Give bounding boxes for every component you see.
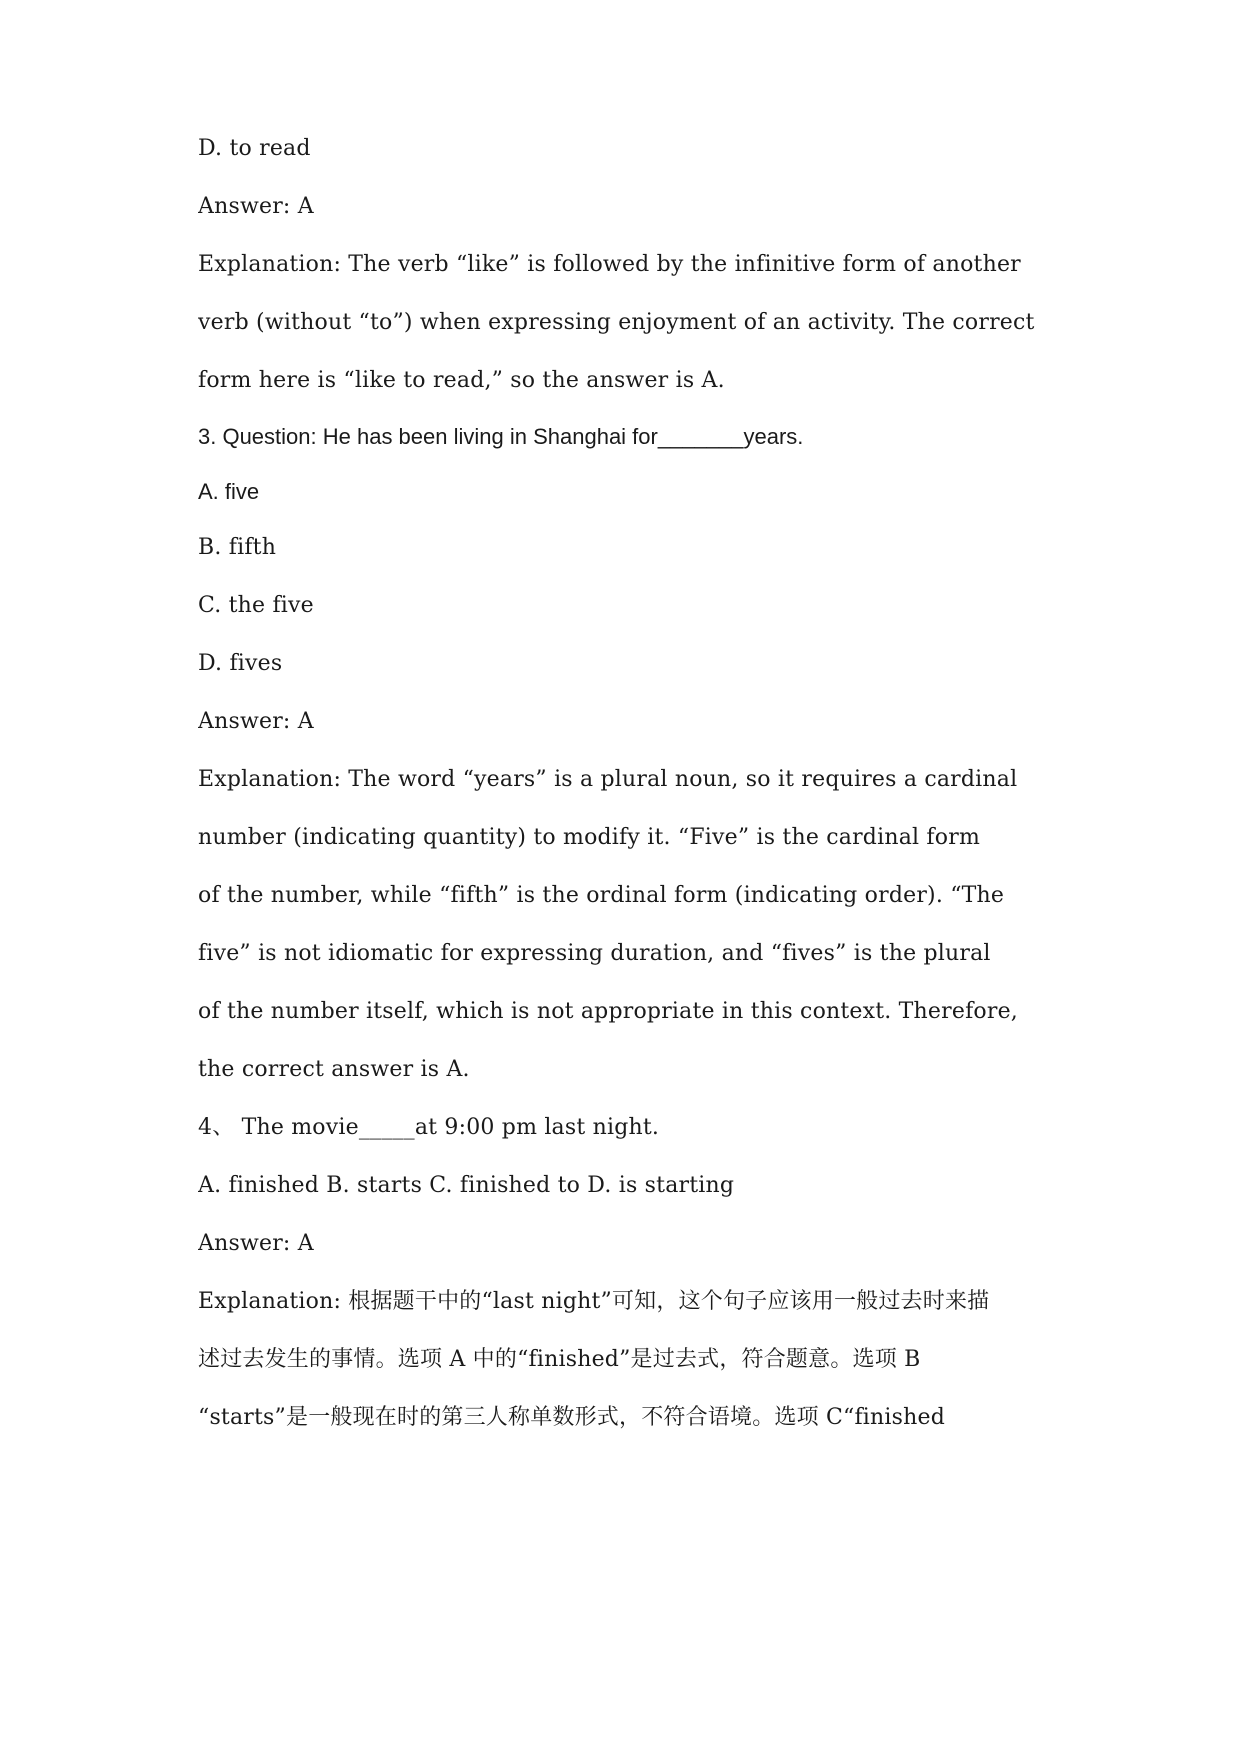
q3-option-d: D. fives	[198, 651, 283, 676]
q3-option-c: C. the five	[198, 593, 314, 618]
q3-explanation-line-4: five” is not idiomatic for expressing duration, and “fives” is the plural	[198, 941, 991, 966]
q2-explanation-line-1: Explanation: The verb “like” is followed by the infinitive form of another	[198, 252, 1021, 277]
q3-question: 3. Question: He has been living in Shanghai for_______years.	[198, 424, 804, 449]
q3-explanation-line-6: the correct answer is A.	[198, 1057, 470, 1082]
q4-question: 4、 The movie_____at 9:00 pm last night.	[198, 1115, 660, 1140]
q4-explanation-line-1: Explanation: 根据题干中的“last night”可知，这个句子应该用一般过去时来描	[198, 1289, 990, 1314]
q3-answer: Answer: A	[198, 709, 314, 734]
q4-options: A. finished B. starts C. finished to D. is starting	[198, 1173, 735, 1198]
q3-explanation-line-1: Explanation: The word “years” is a plural noun, so it requires a cardinal	[198, 767, 1018, 792]
q2-explanation-line-3: form here is “like to read,” so the answer is A.	[198, 368, 725, 393]
q2-explanation-line-2: verb (without “to”) when expressing enjoyment of an activity. The correct	[198, 310, 1035, 335]
q3-option-a: A. five	[198, 479, 260, 504]
q4-answer: Answer: A	[198, 1231, 314, 1256]
q3-explanation-line-5: of the number itself, which is not appropriate in this context. Therefore,	[198, 999, 1018, 1024]
q4-explanation-line-2: 述过去发生的事情。选项 A 中的“finished”是过去式，符合题意。选项 B	[198, 1347, 921, 1372]
q3-option-b: B. fifth	[198, 535, 277, 560]
q3-explanation-line-2: number (indicating quantity) to modify it. “Five” is the cardinal form	[198, 825, 981, 850]
q3-explanation-line-3: of the number, while “fifth” is the ordinal form (indicating order). “The	[198, 883, 1005, 908]
q2-option-d: D. to read	[198, 136, 311, 161]
q2-answer: Answer: A	[198, 194, 314, 219]
q4-explanation-line-3: “starts”是一般现在时的第三人称单数形式，不符合语境。选项 C“finished	[198, 1405, 946, 1430]
